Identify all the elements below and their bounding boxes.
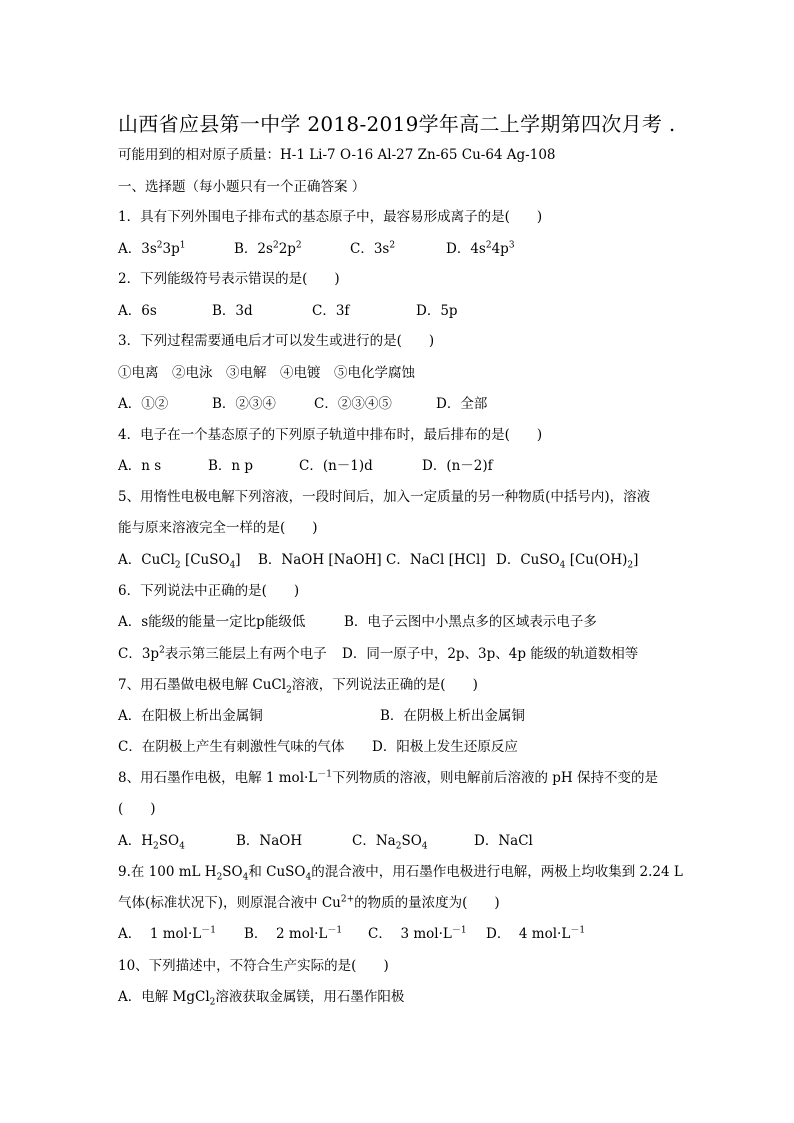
option-c: C．(n－1)d bbox=[299, 458, 373, 474]
option-d: D．CuSO$_4$ $[Cu(OH)_2]$ bbox=[496, 552, 639, 571]
question-4-stem: 4．电子在一个基态原子的下列原子轨道中排布时，最后排布的是( ) bbox=[118, 427, 543, 443]
option-c: C．②③④⑤ bbox=[314, 396, 392, 412]
option-a: A．$3s^23p^1$ bbox=[118, 240, 186, 257]
question-5-stem-line-1: 5、用惰性电极电解下列溶液，一段时间后，加入一定质量的另一种物质(中括号内)，溶液 bbox=[118, 489, 651, 505]
option-a: A．①② bbox=[118, 396, 169, 412]
option-a: A．s能级的能量一定比p能级低 bbox=[118, 614, 306, 630]
option-d: D．全部 bbox=[436, 396, 488, 412]
question-3-items: ①电离 ②电泳 ③电解 ④电镀 ⑤电化学腐蚀 bbox=[118, 365, 415, 381]
option-b: B．NaOH bbox=[236, 833, 303, 849]
option-a: A．$H_2SO_4$ bbox=[118, 833, 185, 852]
atomic-masses-line: 可能用到的相对原子质量：H-1 Li-7 O-16 Al-27 Zn-65 Cu-64 Ag-108 bbox=[118, 147, 556, 163]
option-c: C．在阴极上产生有刺激性气味的气体 bbox=[118, 739, 345, 755]
section-header: 一、选择题（每小题只有一个正确答案 ） bbox=[118, 179, 366, 195]
option-b: B．电子云图中小黑点多的区域表示电子多 bbox=[344, 614, 597, 630]
option-d: D．同一原子中，2p、3p、4p 能级的轨道数相等 bbox=[342, 646, 639, 662]
option-c: C．$3p^2$表示第三能层上有两个电子 bbox=[118, 645, 327, 662]
option-d: D．5p bbox=[416, 303, 458, 319]
option-b: B．3d bbox=[212, 303, 253, 319]
option-b: B．$2s^22p^2$ bbox=[234, 240, 302, 257]
question-2-stem: 2．下列能级符号表示错误的是( ) bbox=[118, 271, 340, 287]
option-d: D．阳极上发生还原反应 bbox=[372, 739, 518, 755]
question-8-stem: 8、用石墨作电极，电解 1 $mol\cdot L^{-1}$下列物质的溶液，则电解前后溶液的 pH 保持不变的是 bbox=[118, 769, 658, 786]
option-b: B．在阴极上析出金属铜 bbox=[380, 708, 525, 724]
option-c: C．3f bbox=[312, 303, 350, 319]
question-9-stem-line-2: 气体(标准状况下)，则原混合液中 $Cu^{2+}$的物质的量浓度为( ) bbox=[118, 894, 500, 911]
option-d: D．(n－2)f bbox=[422, 458, 493, 474]
option-a: A．在阳极上析出金属铜 bbox=[118, 708, 263, 724]
question-6-stem: 6．下列说法中正确的是( ) bbox=[118, 583, 300, 599]
option-c: C．$Na_2SO_4$ bbox=[352, 833, 428, 852]
option-c: C．$3s^2$ bbox=[350, 240, 396, 257]
question-10-option-a: A．电解 MgCl$_2$溶液获取金属镁，用石墨作阳极 bbox=[118, 989, 405, 1008]
question-5-stem-line-2: 能与原来溶液完全一样的是( ) bbox=[118, 520, 318, 536]
option-d: D．$4s^24p^3$ bbox=[446, 240, 515, 257]
page-title: 山西省应县第一中学 2018-2019学年高二上学期第四次月考 . bbox=[118, 112, 676, 136]
option-a: A．n s bbox=[118, 458, 162, 474]
option-c: C． 3 $mol\cdot L^{-1}$ bbox=[368, 925, 467, 942]
option-c: C．NaCl [HCl] bbox=[386, 552, 486, 568]
option-d: D． 4 $mol\cdot L^{-1}$ bbox=[486, 925, 586, 942]
question-7-stem: 7、用石墨做电极电解 CuCl$_2$溶液，下列说法正确的是( ) bbox=[118, 677, 478, 696]
question-8-stem-line-2: ( ) bbox=[118, 801, 156, 817]
option-b: B．②③④ bbox=[212, 396, 276, 412]
option-a: A．CuCl$_2$ [CuSO$_4$] bbox=[118, 552, 241, 571]
question-10-stem: 10、下列描述中，不符合生产实际的是( ) bbox=[118, 958, 389, 974]
question-1-stem: 1．具有下列外围电子排布式的基态原子中，最容易形成离子的是( ) bbox=[118, 209, 543, 225]
option-a: A． 1 $mol\cdot L^{-1}$ bbox=[118, 925, 216, 942]
option-b: B． 2 $mol\cdot L^{-1}$ bbox=[244, 925, 343, 942]
option-b: B．NaOH [NaOH] bbox=[258, 552, 382, 568]
option-d: D．NaCl bbox=[474, 833, 533, 849]
question-9-stem-line-1: 9.在 100 mL $H_2SO_4$和 CuSO$_4$的混合液中，用石墨作电极进行电解，两极上均收集到 2.24 L bbox=[118, 864, 683, 883]
option-a: A．6s bbox=[118, 303, 157, 319]
option-b: B．n p bbox=[208, 458, 254, 474]
question-3-stem: 3．下列过程需要通电后才可以发生或进行的是( ) bbox=[118, 333, 435, 349]
